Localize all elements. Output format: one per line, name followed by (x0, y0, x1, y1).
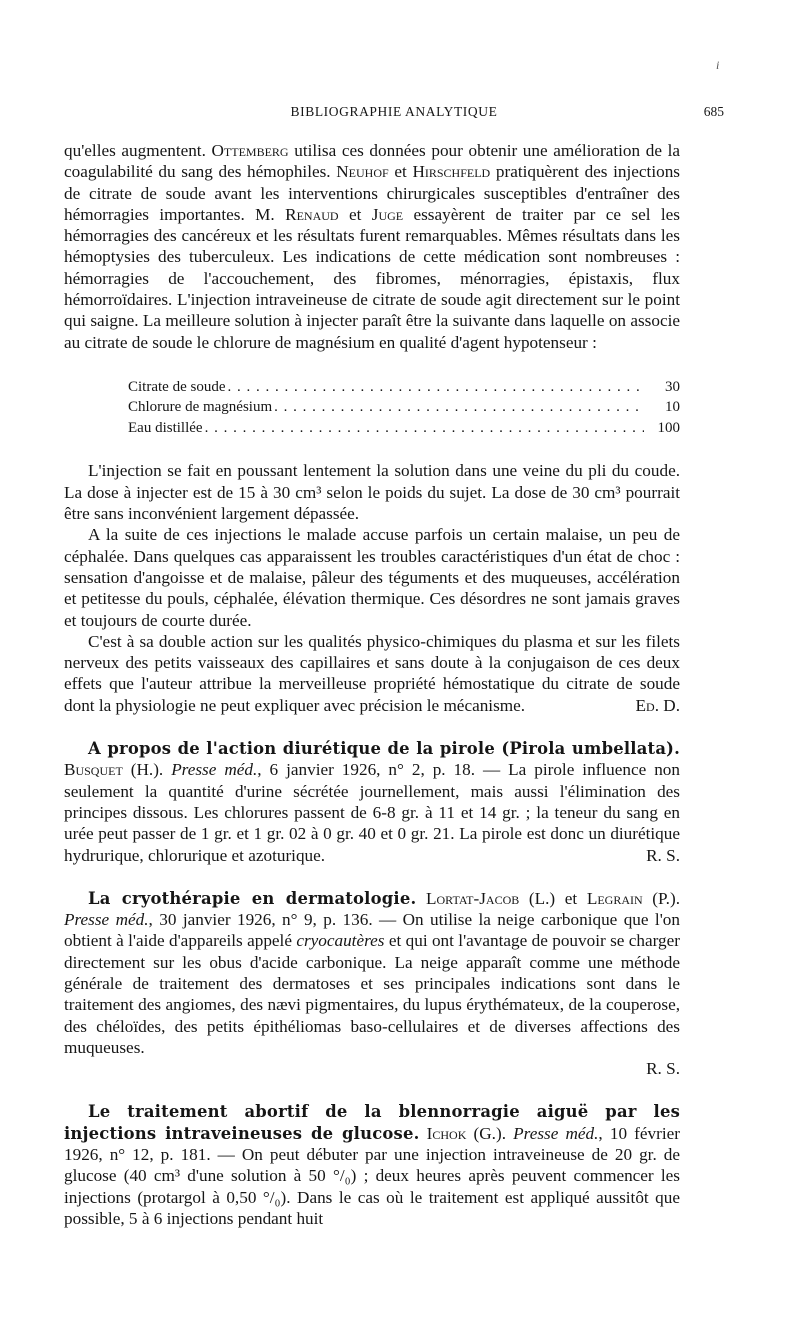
term: cryocautères (296, 931, 385, 951)
abstract-text: La cryothérapie en dermatologie. Lortat-Jacob (L.) et Legrain (P.). Presse méd., 30 janvier 1926, n° 9, p. 136. — On utilise la neige carbonique que l'on obtient à l'aide d'appareils appelé cryocautères et qui ont l'avantage de pouvoir se charger directement sur les obus d'acide carbonique. La neige apparaît comme une méthode générale de traitement des dermatoses et ses principales indications sont dans le traitement des angiomes, des nævi pigmentaires, du lupus érythémateux, de la couperose, des chéloïdes, des petits épithéliomas baso-cellulaires et de diverses affections des muqueuses. R. S. (64, 888, 681, 1079)
article-title: A propos de l'action diurétique de la pirole (Pirola umbellata). (88, 739, 680, 759)
ingredient-quantity: 100 (657, 419, 680, 436)
author-name: Busquet (64, 760, 123, 780)
running-header (64, 104, 724, 124)
abstract-pirole (64, 738, 680, 866)
author-name: Lortat-Jacob (426, 888, 520, 908)
ingredient-quantity: 30 (665, 378, 680, 395)
dot-leader (274, 397, 644, 418)
abstract-cryotherapie (64, 888, 680, 1080)
dot-leader (227, 377, 644, 398)
abstract-text: A propos de l'action diurétique de la pirole (Pirola umbellata). Busquet (H.). Presse méd., 6 janvier 1926, n° 2, p. 18. — La pirole influence non seulement la quantité d'urine sécrétée journellement, mais aussi l'élimination des principes dissous. Les chlorures passent de 6-8 gr. à 11 et 14 gr. ; la teneur du sang en urée peut passer de 1 gr. et 1 gr. 02 à 0 gr. 40 et 0 gr. 21. La pirole est donc un diurétique hydrurique, chlorurique et azoturique. R. S. (64, 739, 680, 865)
journal-name: Presse méd. (171, 760, 258, 780)
journal-name: Presse méd. (513, 1123, 599, 1143)
signature: R. S. (646, 845, 680, 865)
author-name: Ichok (426, 1123, 467, 1143)
ingredient-name: Chlorure de magnésium (128, 399, 273, 416)
stray-mark: i (716, 58, 720, 72)
body-paragraph: L'injection se fait en poussant lentement la solution dans une veine du pli du coude. La dose à injecter est de 15 à 30 cm³ selon le poids du sujet. La dose de 30 cm³ pourrait être sans inconvénient largement dépassée. (64, 461, 680, 524)
author-name: Renaud (285, 204, 339, 224)
ingredient-name: Citrate de soude (128, 378, 226, 395)
article-title: Le traitement abortif de la blennorragie aiguë par les injections intraveineuses de glucose. (64, 1102, 680, 1143)
formula-row (128, 418, 680, 439)
ingredient-name: Eau distillée (128, 419, 203, 436)
dot-leader (205, 418, 644, 439)
formula-table (128, 377, 680, 439)
article-title: La cryothérapie en dermatologie. (88, 888, 417, 908)
ingredient-quantity: 10 (665, 399, 680, 416)
author-name: Hirschfeld (412, 162, 491, 182)
author-name: Juge (371, 204, 404, 224)
author-name: Neuhof (336, 162, 389, 182)
page-body (64, 140, 680, 1229)
page-number: 685 (703, 104, 724, 119)
abstract-text: Le traitement abortif de la blennorragie aiguë par les injections intraveineuses de glucose. Ichok (G.). Presse méd., 10 février 1926, n° 12, p. 181. — On peut débuter par une injection intraveineuse de 20 gr. de glucose (40 cm³ d'une solution à 50 °/₀) ; deux heures après peuvent commencer les injections (protargol à 0,50 °/₀). Dans le cas où le traitement est appliqué aussitôt que possible, 5 à 6 injections pendant huit (64, 1102, 680, 1228)
journal-name: Presse méd. (64, 910, 149, 930)
body-paragraph: A la suite de ces injections le malade accuse parfois un certain malaise, un peu de céphalée. Dans quelques cas apparaissent les troubles caractéristiques d'un état de choc : sensation d'angoisse et de malaise, pâleur des téguments et des muqueuses, accélération et petitesse du pouls, céphalée, élévation thermique. Ces désordres ne sont jamais graves et toujours de courte durée. (64, 525, 680, 630)
running-title: BIBLIOGRAPHIE ANALYTIQUE (290, 104, 498, 119)
formula-row (128, 397, 680, 418)
formula-row (128, 377, 680, 398)
author-name: Ottemberg (211, 141, 289, 160)
signature: Ed. D. (635, 695, 680, 715)
abstract-blennorragie (64, 1101, 680, 1229)
signature: R. S. (646, 1059, 680, 1079)
author-name: Legrain (586, 888, 643, 908)
intro-paragraph: qu'elles augmentent. Ottemberg utilisa ces données pour obtenir une amélioration de la coagulabilité du sang des hémophiles. Neuhof et Hirschfeld pratiquèrent des injections de citrate de soude avant les interventions chirurgicales susceptibles d'entraîner des hémorragies importantes. M. Renaud et Juge essayèrent de traiter par ce sel les hémorragies des cancéreux et les résultats furent remarquables. Mêmes résultats dans les hémoptysies des tuberculeux. Les indications de cette médication sont nombreuses : hémorragies de l'accouchement, des fibromes, ménorragies, épistaxis, flux hémorroïdaires. L'injection intraveineuse de citrate de soude agit directement sur le point qui saigne. La meilleure solution à injecter paraît être la suivante dans laquelle on associe au citrate de soude le chlorure de magnésium en qualité d'agent hypotenseur : (64, 141, 680, 352)
body-paragraph: C'est à sa double action sur les qualités physico-chimiques du plasma et sur les filets nerveux des petits vaisseaux des capillaires et sans doute à la conjugaison de ces deux effets que l'auteur attribue la merveilleuse propriété hémostatique du citrate de soude dont la physiologie ne peut expliquer avec précision le mécanisme. Ed. D. (64, 631, 680, 715)
